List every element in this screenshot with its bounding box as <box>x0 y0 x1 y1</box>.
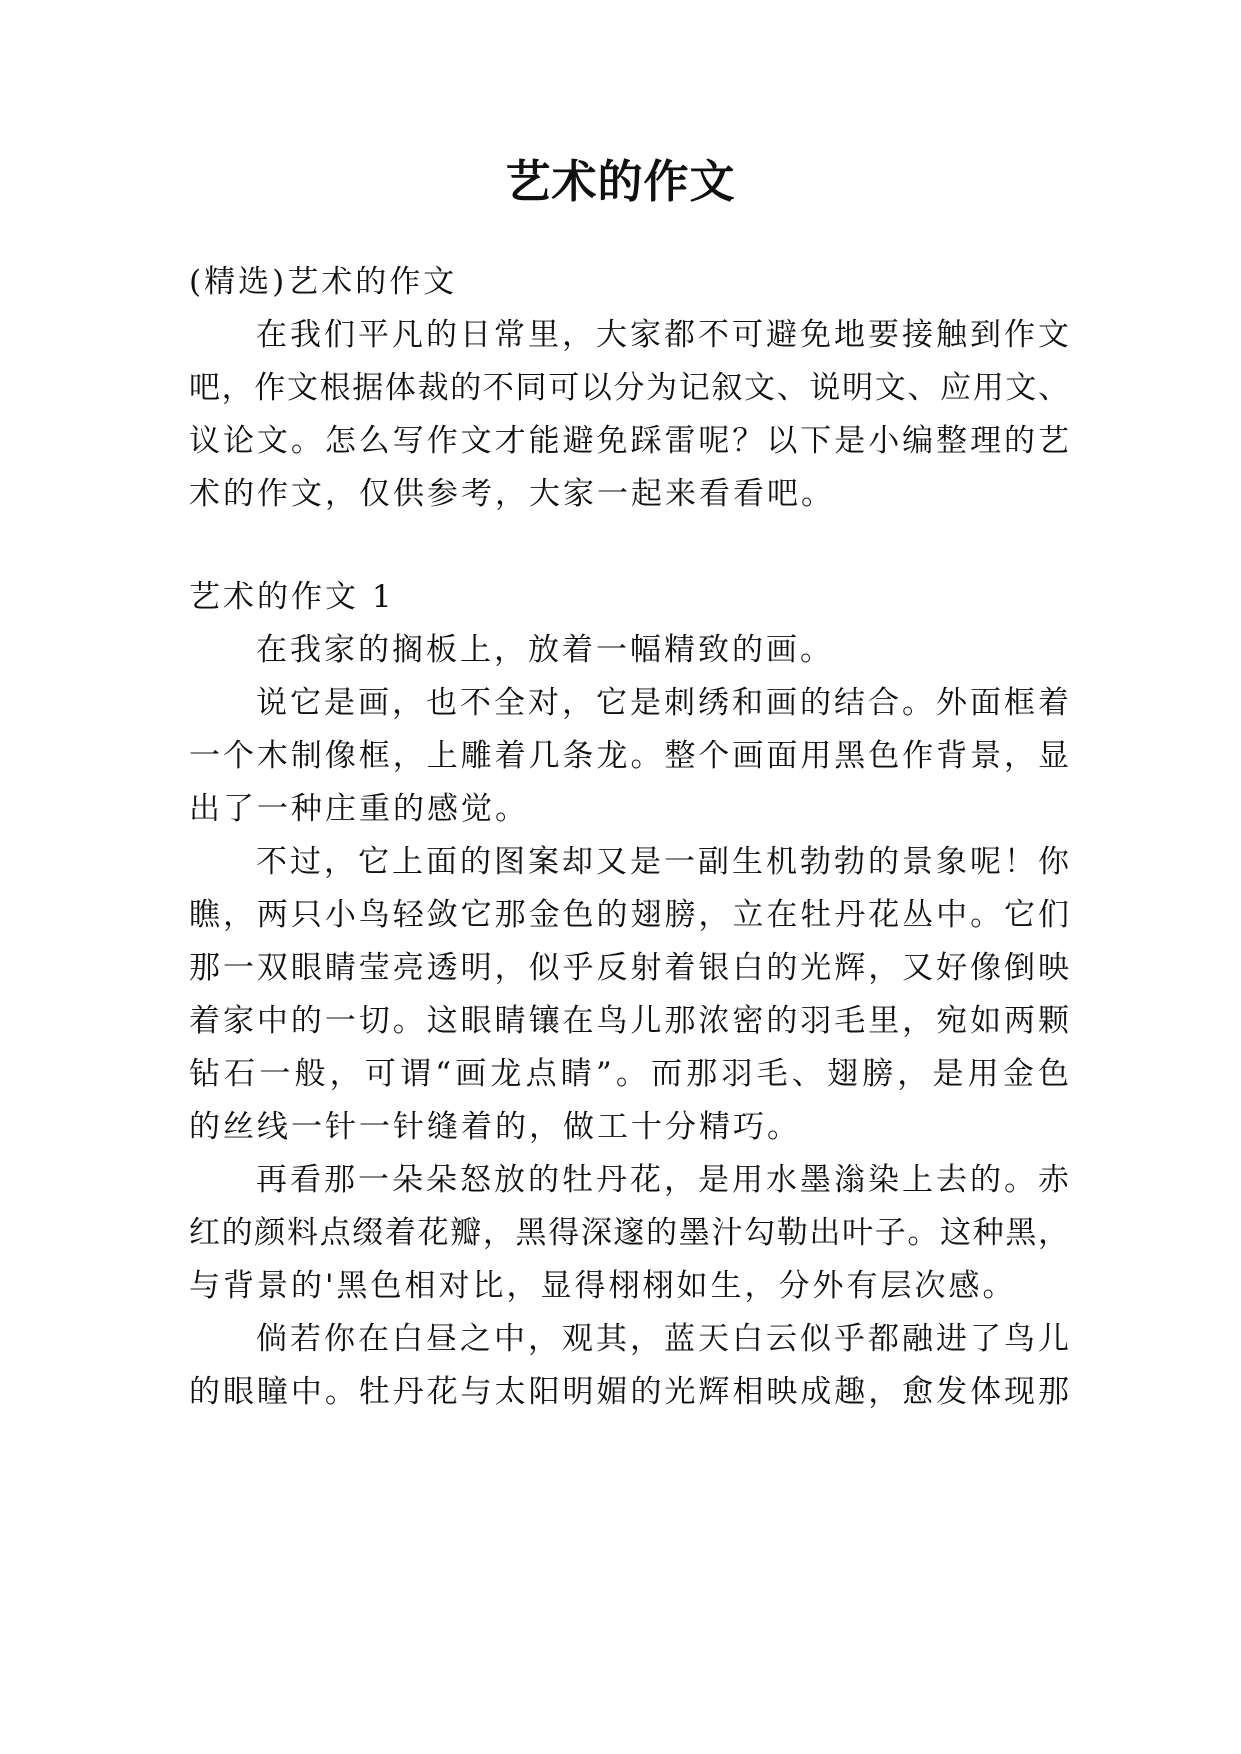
paragraph-line: 在我们平凡的日常里，大家都不可避免地要接触到作文 <box>256 317 1069 353</box>
document-title: 艺术的作文 <box>505 155 736 208</box>
paragraph-line: 一个木制像框，上雕着几条龙。整个画面用黑色作背景，显 <box>189 738 1069 774</box>
paragraph-line: 红的颜料点缀着花瓣，黑得深邃的墨汁勾勒出叶子。这种黑， <box>189 1215 1069 1251</box>
paragraph-line: 再看那一朵朵怒放的牡丹花，是用水墨滃染上去的。赤 <box>256 1162 1069 1198</box>
paragraph-line: 那一双眼睛莹亮透明，似乎反射着银白的光辉，又好像倒映 <box>189 950 1069 986</box>
paragraph-line: 在我家的搁板上，放着一幅精致的画。 <box>256 632 834 668</box>
document-subtitle: (精选)艺术的作文 <box>189 264 458 300</box>
paragraph-line: 出了一种庄重的感觉。 <box>189 791 529 827</box>
paragraph-line: 不过，它上面的图案却又是一副生机勃勃的景象呢！你 <box>256 844 1069 880</box>
paragraph-line: 着家中的一切。这眼睛镶在鸟儿那浓密的羽毛里，宛如两颗 <box>189 1003 1069 1039</box>
paragraph-line: 说它是画，也不全对，它是刺绣和画的结合。外面框着 <box>256 685 1069 721</box>
paragraph-line: 与背景的'黑色相对比，显得栩栩如生，分外有层次感。 <box>189 1268 1017 1304</box>
paragraph-line: 议论文。怎么写作文才能避免踩雷呢？以下是小编整理的艺 <box>189 423 1069 459</box>
section-heading: 艺术的作文 1 <box>189 579 395 615</box>
paragraph-line: 瞧，两只小鸟轻敛它那金色的翅膀，立在牡丹花丛中。它们 <box>189 897 1069 933</box>
paragraph-line: 钻石一般，可谓“画龙点睛”。而那羽毛、翅膀，是用金色 <box>189 1056 1069 1092</box>
paragraph-line: 的丝线一针一针缝着的，做工十分精巧。 <box>189 1109 801 1145</box>
paragraph-line: 的眼瞳中。牡丹花与太阳明媚的光辉相映成趣，愈发体现那 <box>189 1374 1069 1410</box>
paragraph-line: 术的作文，仅供参考，大家一起来看看吧。 <box>189 476 835 512</box>
paragraph-line: 吧，作文根据体裁的不同可以分为记叙文、说明文、应用文、 <box>189 370 1069 406</box>
paragraph-line: 倘若你在白昼之中，观其，蓝天白云似乎都融进了鸟儿 <box>256 1321 1069 1357</box>
